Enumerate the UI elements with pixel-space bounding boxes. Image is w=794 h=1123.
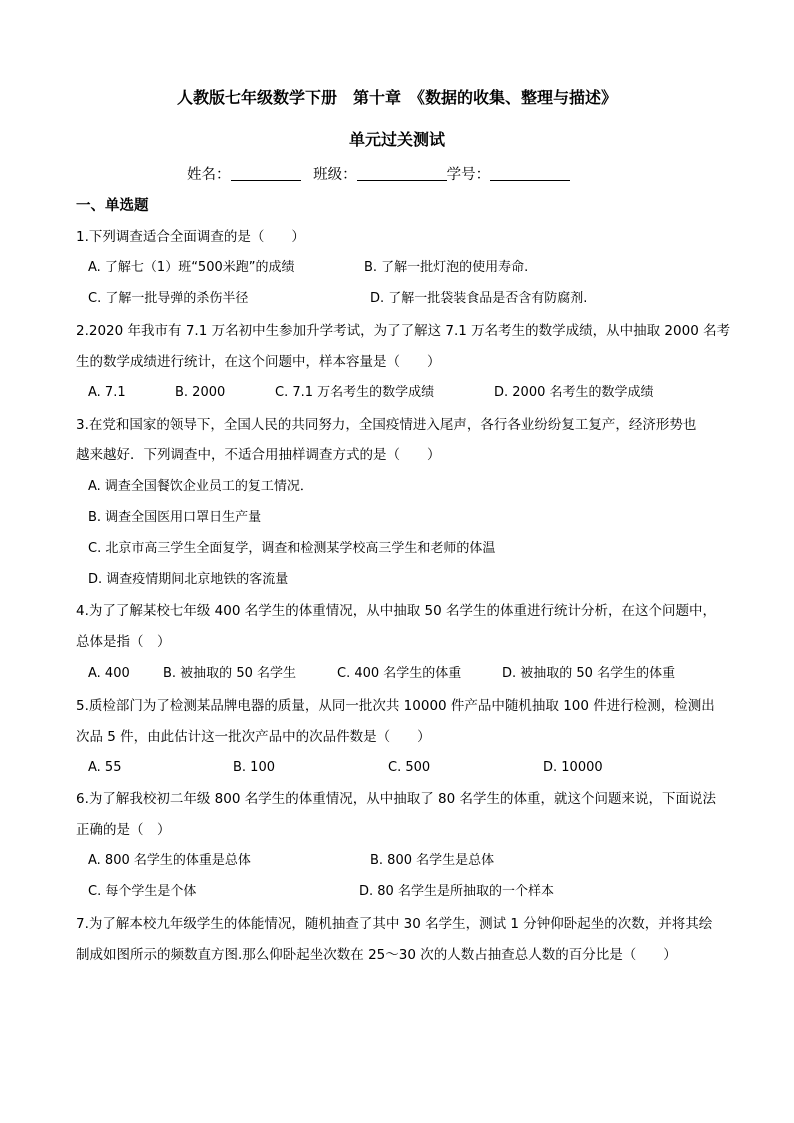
question-6-option-b: B. 800 名学生是总体 (370, 853, 495, 868)
question-4-stem-line-1: 4.为了了解某校七年级 400 名学生的体重情况，从中抽取 50 名学生的体重进行统计分析，在这个问题中， (76, 603, 716, 619)
question-3-option-b: B. 调查全国医用口罩日生产量 (88, 510, 262, 525)
question-1-option-b: B. 了解一批灯泡的使用寿命. (364, 260, 529, 275)
question-2-option-d: D. 2000 名考生的数学成绩 (494, 385, 654, 400)
question-5-option-d: D. 10000 (543, 760, 603, 775)
question-3-option-c: C. 北京市高三学生全面复学，调查和检测某学校高三学生和老师的体温 (88, 541, 496, 556)
question-3-stem-line-2: 越来越好．下列调查中，不适合用抽样调查方式的是（ ） (76, 447, 441, 463)
question-4-stem-line-2: 总体是指（ ） (76, 634, 171, 650)
id-label: 学号： (446, 167, 491, 183)
question-2-stem-line-1: 2.2020 年我市有 7.1 万名初中生参加升学考试，为了了解这 7.1 万名考生的数学成绩，从中抽取 2000 名考 (76, 323, 731, 339)
question-4-option-c: C. 400 名学生的体重 (337, 666, 462, 681)
section-title-single-choice: 一、单选题 (76, 198, 149, 214)
question-6-option-c: C. 每个学生是个体 (88, 884, 197, 899)
class-label: 班级： (313, 167, 357, 183)
question-5-stem-line-2: 次品 5 件，由此估计这一批次产品中的次品件数是（ ） (76, 729, 431, 745)
question-6-option-d: D. 80 名学生是所抽取的一个样本 (359, 884, 554, 899)
question-5-option-b: B. 100 (233, 760, 275, 775)
question-4-option-a: A. 400 (88, 666, 130, 681)
question-2-stem-line-2: 生的数学成绩进行统计，在这个问题中，样本容量是（ ） (76, 354, 441, 370)
question-6-option-a: A. 800 名学生的体重是总体 (88, 853, 251, 868)
question-4-option-b: B. 被抽取的 50 名学生 (163, 666, 296, 681)
question-2-option-c: C. 7.1 万名考生的数学成绩 (275, 385, 435, 400)
id-blank[interactable] (490, 164, 570, 181)
question-3-option-d: D. 调查疫情期间北京地铁的客流量 (88, 572, 289, 587)
question-2-option-b: B. 2000 (175, 385, 226, 400)
question-5-option-a: A. 55 (88, 760, 122, 775)
question-1-option-a: A. 了解七（1）班“500米跑”的成绩 (88, 260, 295, 275)
name-label: 姓名： (187, 167, 231, 183)
question-3-stem-line-1: 3.在党和国家的领导下，全国人民的共同努力，全国疫情进入尾声，各行各业纷纷复工复产，经济形势也 (76, 417, 697, 433)
question-1-option-c: C. 了解一批导弹的杀伤半径 (88, 291, 249, 306)
question-6-stem-line-2: 正确的是（ ） (76, 822, 171, 838)
question-7-stem-line-2: 制成如图所示的频数直方图.那么仰卧起坐次数在 25～30 次的人数占抽查总人数的百分比是（ ） (76, 947, 677, 963)
question-1-option-d: D. 了解一批袋装食品是否含有防腐剂. (370, 291, 588, 306)
document-subtitle: 单元过关测试 (348, 130, 445, 149)
question-3-option-a: A. 调查全国餐饮企业员工的复工情况． (88, 479, 313, 494)
question-6-stem-line-1: 6.为了解我校初二年级 800 名学生的体重情况，从中抽取了 80 名学生的体重，就这个问题来说，下面说法 (76, 791, 716, 807)
question-5-stem-line-1: 5.质检部门为了检测某品牌电器的质量，从同一批次共 10000 件产品中随机抽取 100 件进行检测，检测出 (76, 698, 715, 714)
class-blank[interactable] (357, 164, 447, 181)
question-4-option-d: D. 被抽取的 50 名学生的体重 (502, 666, 676, 681)
student-info-row (187, 164, 570, 185)
question-5-option-c: C. 500 (388, 760, 431, 775)
name-blank[interactable] (231, 164, 301, 181)
question-1-stem: 1.下列调查适合全面调查的是（ ） (76, 229, 305, 245)
document-title: 人教版七年级数学下册 第十章 《数据的收集、整理与描述》 (176, 88, 617, 107)
question-7-stem-line-1: 7.为了解本校九年级学生的体能情况，随机抽查了其中 30 名学生，测试 1 分钟仰卧起坐的次数，并将其绘 (76, 916, 713, 932)
question-2-option-a: A. 7.1 (88, 385, 126, 400)
